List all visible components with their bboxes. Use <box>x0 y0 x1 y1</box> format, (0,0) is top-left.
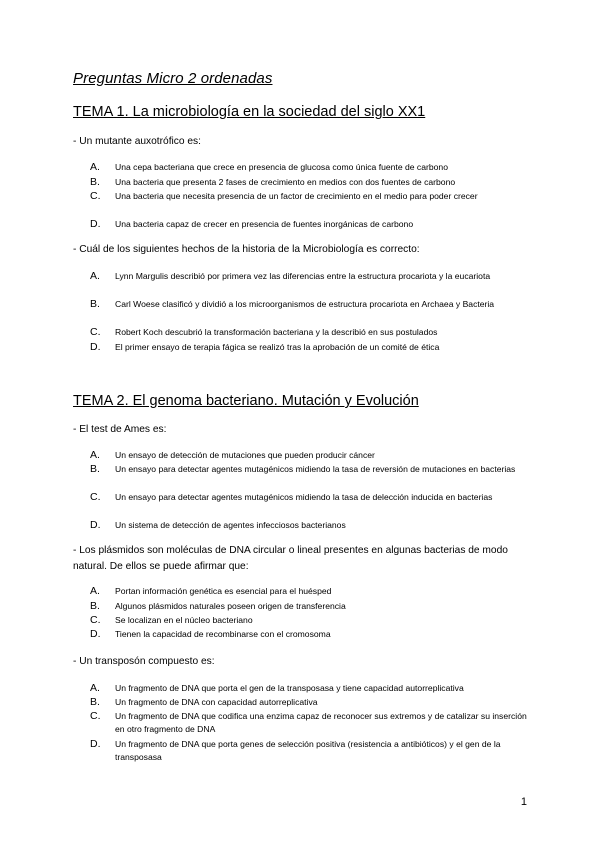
answer-option <box>90 449 530 462</box>
option-letter: A. <box>90 449 100 461</box>
question-text: - Los plásmidos son moléculas de DNA circular o lineal presentes en algunas bacterias de modo natural. De ellos se puede afirmar que: <box>73 545 508 572</box>
answer-option <box>90 585 530 598</box>
option-letter: D. <box>90 738 101 750</box>
answer-option <box>90 270 530 283</box>
option-letter: A. <box>90 161 100 173</box>
option-text: Una bacteria que necesita presencia de un factor de crecimiento en el medio para poder crecer <box>115 191 478 201</box>
question-text: - Un transposón compuesto es: <box>73 656 215 667</box>
option-letter: D. <box>90 218 101 230</box>
option-text: Se localizan en el núcleo bacteriano <box>115 615 253 625</box>
option-text: Un ensayo para detectar agentes mutagénicos midiendo la tasa de delección inducida en bacterias <box>115 492 493 502</box>
answer-option <box>90 326 530 339</box>
option-letter: B. <box>90 600 100 612</box>
answer-option <box>90 161 530 174</box>
option-letter: D. <box>90 519 101 531</box>
option-letter: D. <box>90 341 101 353</box>
answer-option <box>90 190 530 203</box>
option-text: Un fragmento de DNA con capacidad autorreplicativa <box>115 697 318 707</box>
answer-option <box>90 710 530 736</box>
answer-option <box>90 600 530 613</box>
option-text: Tienen la capacidad de recombinarse con el cromosoma <box>115 629 331 639</box>
option-letter: C. <box>90 326 101 338</box>
answer-option <box>90 614 530 627</box>
option-letter: C. <box>90 710 101 722</box>
option-letter: C. <box>90 491 101 503</box>
option-text: Una bacteria capaz de crecer en presencia de fuentes inorgánicas de carbono <box>115 219 414 229</box>
answer-option <box>90 738 530 764</box>
option-text: Una bacteria que presenta 2 fases de crecimiento en medios con dos fuentes de carbono <box>115 177 456 187</box>
option-text: Carl Woese clasificó y dividió a los microorganismos de estructura procariota en Archaea y Bacteria <box>115 299 495 309</box>
answer-option <box>90 176 530 189</box>
option-letter: A. <box>90 585 100 597</box>
section-heading-tema-1: TEMA 1. La microbiología en la sociedad del siglo XX1 <box>73 104 426 120</box>
document-title: Preguntas Micro 2 ordenadas <box>73 70 273 87</box>
option-text: Un fragmento de DNA que porta genes de selección positiva (resistencia a antibióticos) y el gen de la transposasa <box>115 739 501 762</box>
option-letter: A. <box>90 270 100 282</box>
option-letter: D. <box>90 628 101 640</box>
option-letter: B. <box>90 298 100 310</box>
option-letter: C. <box>90 190 101 202</box>
answer-option <box>90 628 530 641</box>
answer-option <box>90 519 530 532</box>
option-letter: B. <box>90 696 100 708</box>
option-text: Algunos plásmidos naturales poseen origen de transferencia <box>115 601 346 611</box>
page-number: 1 <box>520 796 527 808</box>
option-text: Un sistema de detección de agentes infecciosos bacterianos <box>115 520 346 530</box>
option-text: Lynn Margulis describió por primera vez las diferencias entre la estructura procariota y la eucariota <box>115 271 491 281</box>
answer-option <box>90 491 530 504</box>
option-text: Un ensayo de detección de mutaciones que pueden producir cáncer <box>115 450 375 460</box>
answer-option <box>90 696 530 709</box>
answer-option <box>90 463 530 476</box>
option-text: Una cepa bacteriana que crece en presencia de glucosa como única fuente de carbono <box>115 162 448 172</box>
option-text: Portan información genética es esencial para el huésped <box>115 586 332 596</box>
option-letter: B. <box>90 463 100 475</box>
option-letter: B. <box>90 176 100 188</box>
answer-option <box>90 682 530 695</box>
option-text: Un fragmento de DNA que codifica una enzima capaz de reconocer sus extremos y de catalizar su inserción en otro fragmento de DNA <box>115 711 527 734</box>
option-letter: A. <box>90 682 100 694</box>
answer-option <box>90 218 530 231</box>
section-heading-tema-2: TEMA 2. El genoma bacteriano. Mutación y Evolución <box>73 393 419 409</box>
question-text: - Cuál de los siguientes hechos de la historia de la Microbiología es correcto: <box>73 244 420 255</box>
option-text: Un ensayo para detectar agentes mutagénicos midiendo la tasa de reversión de mutaciones en bacterias <box>115 464 516 474</box>
question-text: - El test de Ames es: <box>73 424 167 435</box>
answer-option <box>90 298 530 311</box>
answer-option <box>90 341 530 354</box>
option-text: Un fragmento de DNA que porta el gen de la transposasa y tiene capacidad autorreplicativa <box>115 683 464 693</box>
option-letter: C. <box>90 614 101 626</box>
option-text: El primer ensayo de terapia fágica se realizó tras la aprobación de un comité de ética <box>115 342 440 352</box>
option-text: Robert Koch descubrió la transformación bacteriana y la describió en sus postulados <box>115 327 438 337</box>
question-text: - Un mutante auxotrófico es: <box>73 136 201 147</box>
